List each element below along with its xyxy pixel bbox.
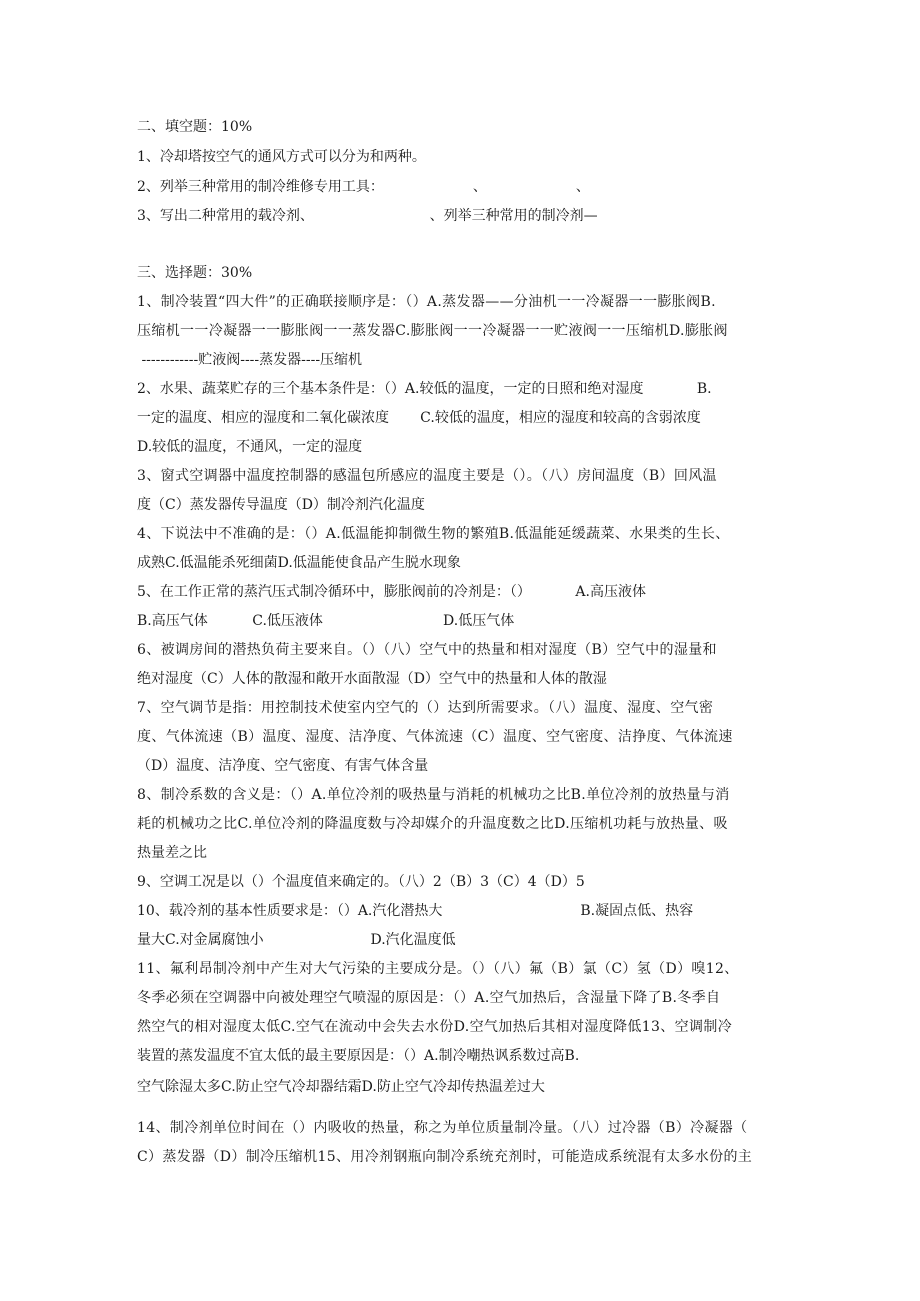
choice-line: 14、制冷剂单位时间在（）内吸收的热量，称之为单位质量制冷量。（八）过冷器（B）冷凝器（ xyxy=(137,1120,748,1136)
section-heading-multiple-choice: 三、选择题：30% xyxy=(137,265,253,281)
choice-line: 空气除湿太多C.防止空气冷却器结霜D.防止空气冷却传热温差过大 xyxy=(137,1079,545,1095)
choice-line: 装置的蒸发温度不宜太低的最主要原因是：（）A.制冷嘲热讽系数过高B. xyxy=(137,1048,580,1064)
choice-line: （D）温度、洁净度、空气密度、有害气体含量 xyxy=(137,758,429,774)
choice-line: 5、在工作正常的蒸汽压式制冷循环中，膨胀阀前的冷剂是：（） A.高压液体 xyxy=(137,584,646,600)
choice-line: 耗的机械功之比C.单位冷剂的降温度数与冷却媒介的升温度数之比D.压缩机功耗与放热量、吸 xyxy=(137,816,728,832)
choice-line: D.较低的温度，不通风，一定的湿度 xyxy=(137,439,363,455)
section-heading-fill-in: 二、填空题：10% xyxy=(137,119,253,135)
choice-line: 8、制冷系数的含义是：（）A.单位冷剂的吸热量与消耗的机械功之比B.单位冷剂的放热量与消 xyxy=(137,787,730,803)
choice-line: 成熟C.低温能杀死细菌D.低温能使食品产生脱水现象 xyxy=(137,555,461,571)
choice-line: B.高压气体 C.低压液体 D.低压气体 xyxy=(137,613,515,629)
choice-line: C）蒸发器（D）制冷压缩机15、用冷剂钢瓶向制冷系统充剂时，可能造成系统混有太多水份的主 xyxy=(137,1149,753,1165)
choice-line: 6、被调房间的潜热负荷主要来自。（）（八）空气中的热量和相对湿度（B）空气中的湿量和 xyxy=(137,642,717,658)
choice-line: 2、水果、蔬菜贮存的三个基本条件是：（）A.较低的温度，一定的日照和绝对湿度 B. xyxy=(137,381,712,397)
choice-line: 量大C.对金属腐蚀小 D.汽化温度低 xyxy=(137,932,456,948)
fill-question-3: 3、写出二种常用的载冷剂、 、列举三种常用的制冷剂— xyxy=(137,208,598,224)
choice-line: 3、窗式空调器中温度控制器的感温包所感应的温度主要是（）。（八）房间温度（B）回风温 xyxy=(137,468,717,484)
fill-question-1: 1、冷却塔按空气的通风方式可以分为和两种。 xyxy=(137,149,426,165)
choice-line: 冬季必须在空调器中向被处理空气喷湿的原因是：（）A.空气加热后，含湿量下降了B.冬季自 xyxy=(137,990,721,1006)
choice-line: 1、制冷装置“四大件”的正确联接顺序是：（）A.蒸发器——分油机一一冷凝器一一膨胀阀B. xyxy=(137,294,716,310)
choice-line: 热量差之比 xyxy=(137,845,207,861)
choice-line: 度、气体流速（B）温度、湿度、洁净度、气体流速（C）温度、空气密度、洁挣度、气体流速 xyxy=(137,729,733,745)
choice-line: ------------贮液阀----蒸发器----压缩机 xyxy=(137,352,363,368)
choice-line: 度（C）蒸发器传导温度（D）制冷剂汽化温度 xyxy=(137,497,425,513)
choice-line: 9、空调工况是以（）个温度值来确定的。（八）2（B）3（C）4（D）5 xyxy=(137,874,585,890)
choice-line: 7、空气调节是指：用控制技术使室内空气的（）达到所需要求。（八）温度、湿度、空气密 xyxy=(137,700,714,716)
choice-line: 然空气的相对湿度太低C.空气在流动中会失去水份D.空气加热后其相对湿度降低13、空调制冷 xyxy=(137,1019,733,1035)
choice-line: 一定的温度、相应的湿度和二氧化碳浓度 C.较低的温度，相应的湿度和较高的含弱浓度 xyxy=(137,410,701,426)
choice-line: 10、载冷剂的基本性质要求是：（）A.汽化潜热大 B.凝固点低、热容 xyxy=(137,903,694,919)
choice-line: 4、下说法中不准确的是：（）A.低温能抑制微生物的繁殖B.低温能延缓蔬菜、水果类的生长、 xyxy=(137,526,730,542)
choice-line: 压缩机一一冷凝器一一膨胀阀一一蒸发器C.膨胀阀一一冷凝器一一贮液阀一一压缩机D.膨胀阀 xyxy=(137,323,728,339)
fill-question-2: 2、列举三种常用的制冷维修专用工具： 、 、 xyxy=(137,179,590,195)
choice-line: 绝对湿度（C）人体的散湿和敞开水面散湿（D）空气中的热量和人体的散湿 xyxy=(137,671,607,687)
choice-line: 11、氟利昂制冷剂中产生对大气污染的主要成分是。（）（八）氟（B）氯（C）氢（D）嗅12、 xyxy=(137,961,739,977)
